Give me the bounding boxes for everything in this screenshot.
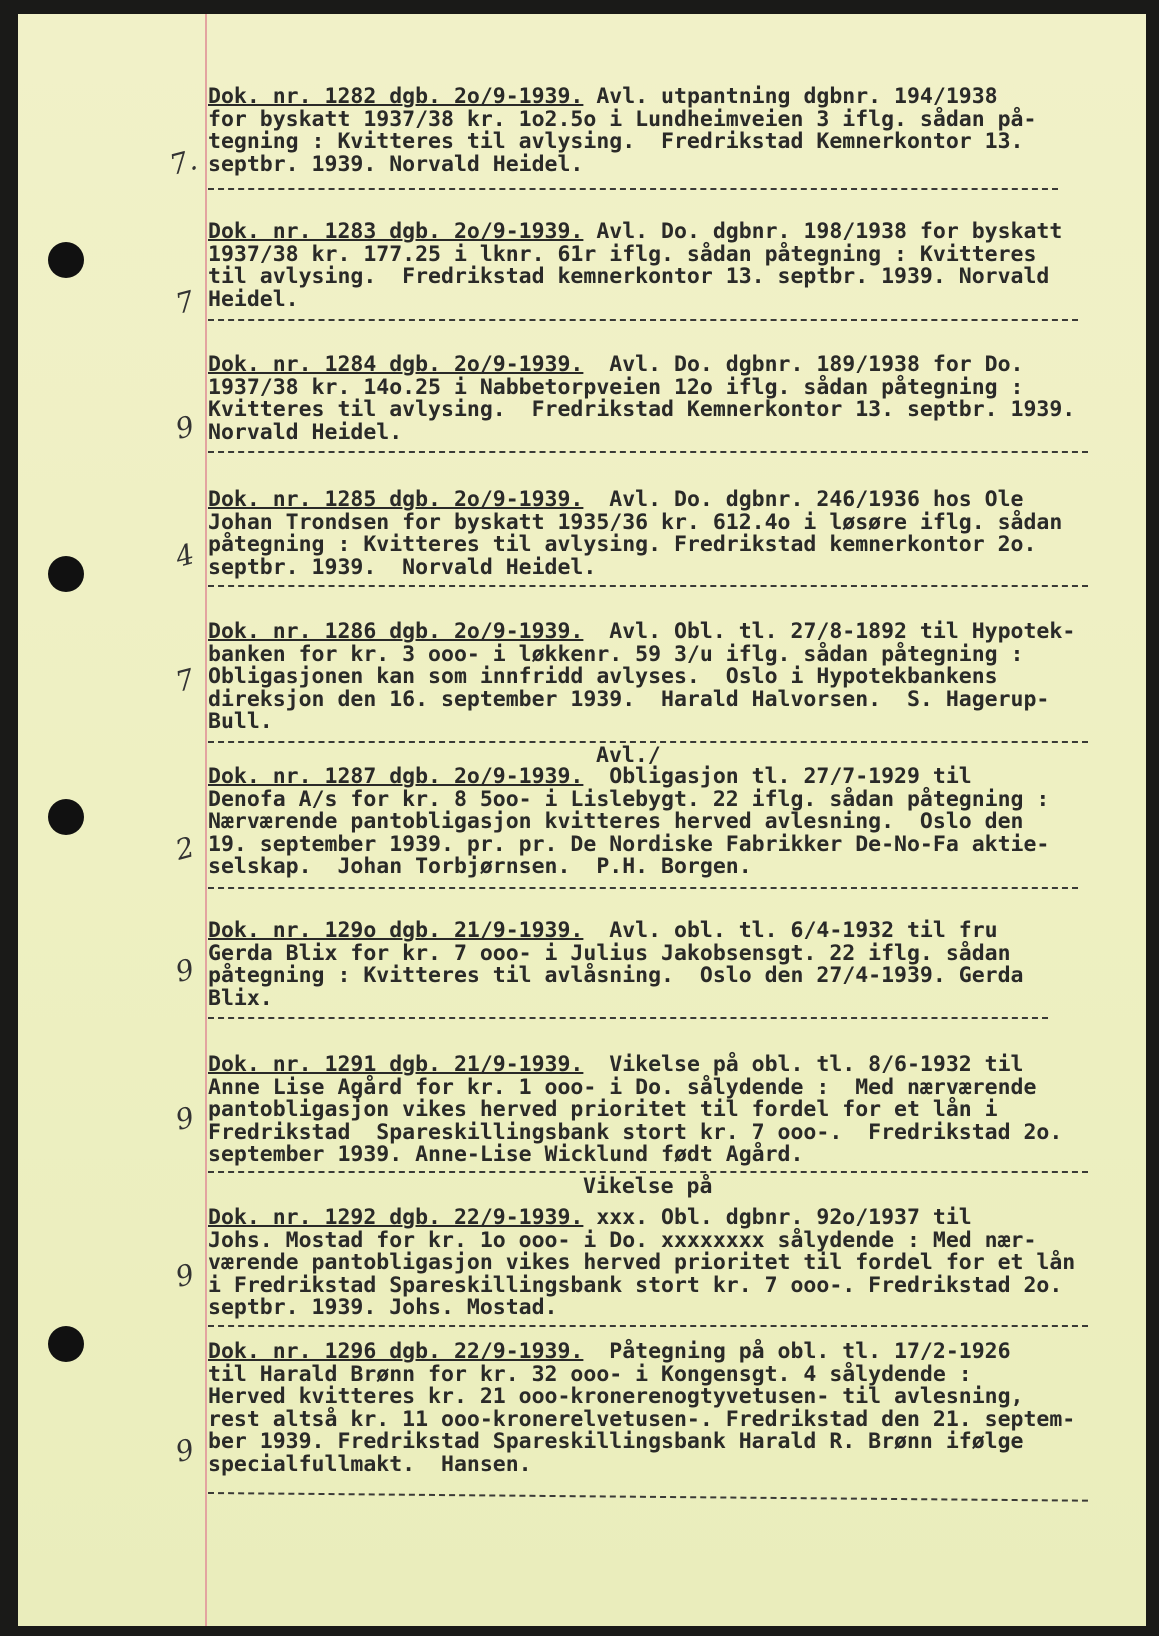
entry-line: Dok. nr. 1284 dgb. 2o/9-1939. Avl. Do. dgbnr. 189/1938 for Do. xyxy=(208,352,1024,377)
margin-line xyxy=(205,14,207,1626)
entry-line: Dok. nr. 1291 dgb. 21/9-1939. Vikelse på obl. tl. 8/6-1932 til xyxy=(208,1052,1024,1077)
entry-line: Herved kvitteres kr. 21 ooo-kronerenogtyvetusen- til avlesning, xyxy=(208,1384,1024,1409)
margin-mark: 2 xyxy=(172,830,198,867)
margin-mark: 7 xyxy=(172,284,198,321)
entry-line: Dok. nr. 1287 dgb. 2o/9-1939. Obligasjon tl. 27/7-1929 til xyxy=(208,764,972,789)
entry-line: Blix. xyxy=(208,985,273,1011)
entry-line: Dok. nr. 1285 dgb. 2o/9-1939. Avl. Do. dgbnr. 246/1936 hos Ole xyxy=(208,487,1024,512)
entry-line: Nærværende pantobligasjon kvitteres herved avlesning. Oslo den xyxy=(208,809,1024,834)
punch-hole xyxy=(48,556,84,592)
margin-mark: 9 xyxy=(172,409,198,446)
doc-reference: Dok. nr. 1285 dgb. 2o/9-1939. xyxy=(208,487,584,512)
entry-line: påtegning : Kvitteres til avlåsning. Oslo den 27/4-1939. Gerda xyxy=(208,963,1024,988)
ledger-page xyxy=(18,14,1146,1626)
ledger-entry xyxy=(208,489,1138,579)
dashed-separator xyxy=(208,1325,1088,1327)
punch-hole xyxy=(48,1326,84,1362)
entry-line: rest altså kr. 11 ooo-kronerelvetusen-. Fredrikstad den 21. septem- xyxy=(208,1406,1076,1432)
entry-line: pantobligasjon vikes herved prioritet til fordel for et lån i xyxy=(208,1097,998,1122)
doc-reference: Dok. nr. 1283 dgb. 2o/9-1939. xyxy=(208,219,584,244)
dashed-separator xyxy=(208,188,1058,190)
entry-line: til avlysing. Fredrikstad kemnerkontor 13. septbr. 1939. Norvald xyxy=(208,264,1050,289)
entry-line: direksjon den 16. september 1939. Harald Halvorsen. S. Hagerup- xyxy=(208,686,1050,712)
margin-mark: 7 xyxy=(172,662,198,699)
ledger-entry xyxy=(208,86,1138,176)
entry-line: septbr. 1939. Norvald Heidel. xyxy=(208,554,597,580)
doc-reference: Dok. nr. 1286 dgb. 2o/9-1939. xyxy=(208,619,584,644)
entry-line: septbr. 1939. Norvald Heidel. xyxy=(208,151,584,177)
entry-line: Gerda Blix for kr. 7 ooo- i Julius Jakobsensgt. 22 iflg. sådan xyxy=(208,940,1011,966)
entry-line: septbr. 1939. Johs. Mostad. xyxy=(208,1295,558,1320)
entry-line: Anne Lise Agård for kr. 1 ooo- i Do. sålydende : Med nærværende xyxy=(208,1074,1037,1100)
entry-line: specialfullmakt. Hansen. xyxy=(208,1451,532,1477)
entry-line: Dok. nr. 129o dgb. 21/9-1939. Avl. obl. tl. 6/4-1932 til fru xyxy=(208,918,998,943)
margin-mark: 4 xyxy=(172,537,198,574)
entry-line: Dok. nr. 1296 dgb. 22/9-1939. Påtegning på obl. tl. 17/2-1926 xyxy=(208,1339,1011,1364)
margin-mark: 9 xyxy=(172,952,198,989)
entry-line: Denofa A/s for kr. 8 5oo- i Lislebygt. 22 iflg. sådan påtegning : xyxy=(208,786,1050,812)
entry-line: september 1939. Anne-Lise Wicklund født Agård. xyxy=(208,1142,804,1167)
entry-line: Dok. nr. 1283 dgb. 2o/9-1939. Avl. Do. dgbnr. 198/1938 for byskatt xyxy=(208,219,1063,244)
margin-mark: 9 xyxy=(172,1257,198,1294)
doc-reference: Dok. nr. 1291 dgb. 21/9-1939. xyxy=(208,1052,584,1077)
ledger-entry xyxy=(208,621,1138,734)
entry-line: værende pantobligasjon vikes herved prioritet til fordel for et lån xyxy=(208,1250,1076,1275)
entry-line: Heidel. xyxy=(208,286,299,312)
entry-line: banken for kr. 3 ooo- i løkkenr. 59 3/u iflg. sådan påtegning : xyxy=(208,641,1024,667)
entry-line: Dok. nr. 1282 dgb. 2o/9-1939. Avl. utpantning dgbnr. 194/1938 xyxy=(208,84,998,109)
ledger-entry xyxy=(208,1054,1138,1167)
dashed-separator xyxy=(208,319,1078,321)
entry-line: tegning : Kvitteres til avlysing. Fredrikstad Kemnerkontor 13. xyxy=(208,129,1024,154)
ledger-entry xyxy=(208,766,1138,879)
dashed-separator xyxy=(208,887,1078,889)
entry-line: Bull. xyxy=(208,709,273,734)
punch-hole xyxy=(48,799,84,835)
doc-reference: Dok. nr. 129o dgb. 21/9-1939. xyxy=(208,918,584,943)
doc-reference: Dok. nr. 1282 dgb. 2o/9-1939. xyxy=(208,84,584,109)
entry-line: Obligasjonen kan som innfridd avlyses. Oslo i Hypotekbankens xyxy=(208,664,998,689)
doc-reference: Dok. nr. 1296 dgb. 22/9-1939. xyxy=(208,1339,584,1364)
ledger-entry xyxy=(208,354,1138,444)
margin-mark: 9 xyxy=(172,1432,198,1469)
margin-mark: 7. xyxy=(166,143,201,182)
entry-line: påtegning : Kvitteres til avlysing. Fredrikstad kemnerkontor 2o. xyxy=(208,532,1037,557)
entry-line: 1937/38 kr. 177.25 i lknr. 61r iflg. sådan påtegning : Kvitteres xyxy=(208,241,1037,267)
entry-line: i Fredrikstad Spareskillingsbank stort kr. 7 ooo-. Fredrikstad 2o. xyxy=(208,1272,1063,1298)
punch-hole xyxy=(48,242,84,278)
entry-line: selskap. Johan Torbjørnsen. P.H. Borgen. xyxy=(208,854,752,879)
entry-line: 1937/38 kr. 14o.25 i Nabbetorpveien 12o iflg. sådan påtegning : xyxy=(208,374,1024,400)
margin-mark: 9 xyxy=(172,1100,198,1137)
entry-line: Fredrikstad Spareskillingsbank stort kr. 7 ooo-. Fredrikstad 2o. xyxy=(208,1119,1063,1145)
ledger-entry xyxy=(208,920,1138,1010)
doc-reference: Dok. nr. 1284 dgb. 2o/9-1939. xyxy=(208,352,584,377)
ledger-entry xyxy=(208,1341,1138,1476)
dashed-separator xyxy=(208,1017,1048,1019)
annotation-heading: Vikelse på xyxy=(583,1174,713,1199)
entry-line: Johs. Mostad for kr. 1o ooo- i Do. xxxxxxxx sålydende : Med nær- xyxy=(208,1227,1037,1253)
entry-line: 19. september 1939. pr. pr. De Nordiske Fabrikker De-No-Fa aktie- xyxy=(208,831,1050,857)
dashed-separator xyxy=(208,1171,1088,1173)
ledger-entry xyxy=(208,221,1138,311)
entry-line: Norvald Heidel. xyxy=(208,419,403,445)
entry-line: Dok. nr. 1292 dgb. 22/9-1939. xxx. Obl. dgbnr. 92o/1937 til xyxy=(208,1205,972,1230)
dashed-separator xyxy=(208,585,1088,587)
entry-line: for byskatt 1937/38 kr. 1o2.5o i Lundheimveien 3 iflg. sådan på- xyxy=(208,106,1037,132)
entry-line: ber 1939. Fredrikstad Spareskillingsbank Harald R. Brønn ifølge xyxy=(208,1429,1024,1454)
entry-line: Johan Trondsen for byskatt 1935/36 kr. 612.4o i løsøre iflg. sådan xyxy=(208,509,1063,535)
entry-line: Kvitteres til avlysing. Fredrikstad Kemnerkontor 13. septbr. 1939. xyxy=(208,397,1076,422)
dashed-separator xyxy=(208,1492,1088,1502)
doc-reference: Dok. nr. 1292 dgb. 22/9-1939. xyxy=(208,1205,584,1230)
annotation-heading: Avl./ xyxy=(596,743,661,768)
entry-line: Dok. nr. 1286 dgb. 2o/9-1939. Avl. Obl. tl. 27/8-1892 til Hypotek- xyxy=(208,619,1076,644)
ledger-entry xyxy=(208,1207,1138,1320)
doc-reference: Dok. nr. 1287 dgb. 2o/9-1939. xyxy=(208,764,584,789)
dashed-separator xyxy=(208,451,1088,453)
entry-line: til Harald Brønn for kr. 32 ooo- i Kongensgt. 4 sålydende : xyxy=(208,1361,972,1387)
